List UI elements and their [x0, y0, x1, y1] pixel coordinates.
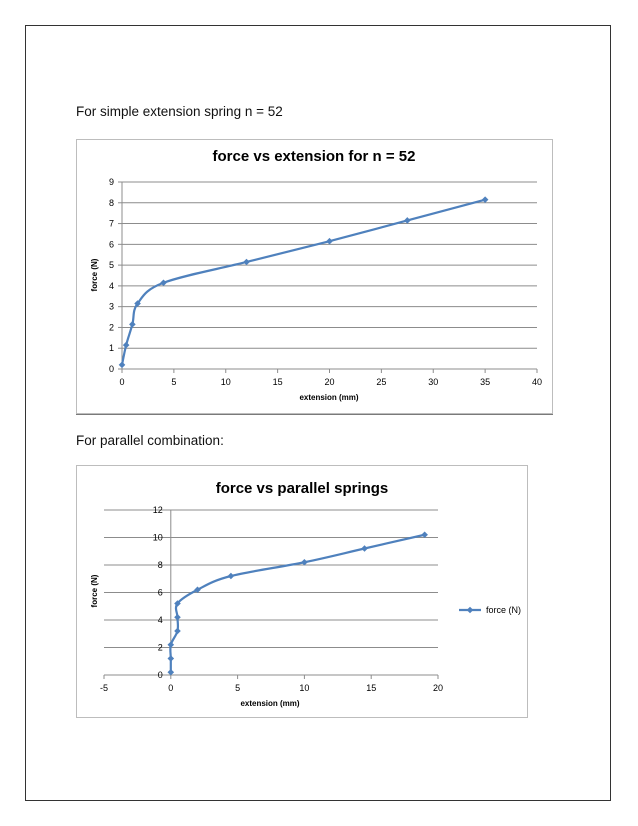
data-point: [228, 573, 235, 580]
chart-simple-spring-svg: [77, 140, 554, 415]
y-tick-label: 0: [157, 670, 163, 680]
y-tick-label: 8: [157, 560, 163, 570]
x-axis-label: extension (mm): [299, 393, 359, 402]
data-point: [174, 628, 181, 635]
chart-simple-spring: [76, 139, 553, 414]
y-tick-label: 4: [157, 615, 163, 625]
data-point: [119, 362, 126, 369]
x-tick-label: -5: [99, 683, 109, 693]
x-tick-label: 10: [299, 683, 310, 693]
x-tick-label: 35: [480, 377, 491, 387]
y-axis-label: force (N): [90, 574, 99, 608]
x-tick-label: 10: [220, 377, 231, 387]
y-tick-label: 6: [108, 239, 114, 250]
data-point: [129, 321, 136, 328]
legend-entry: force (N): [486, 605, 522, 615]
series-line: [122, 200, 485, 365]
x-tick-label: 30: [428, 377, 439, 387]
x-tick-label: 15: [366, 683, 377, 693]
series-line: [170, 535, 424, 673]
x-tick-label: 40: [531, 377, 543, 387]
x-axis-label: extension (mm): [240, 699, 300, 708]
y-tick-label: 8: [108, 197, 114, 208]
data-point: [404, 217, 411, 224]
caption-simple-spring: For simple extension spring n = 52: [76, 104, 283, 119]
data-point: [168, 655, 175, 662]
caption-parallel: For parallel combination:: [76, 433, 224, 448]
data-point: [361, 545, 368, 552]
y-tick-label: 5: [108, 260, 114, 271]
y-axis-label: force (N): [90, 258, 99, 292]
x-tick-label: 5: [235, 683, 241, 693]
y-tick-label: 7: [108, 218, 114, 229]
y-tick-label: 0: [108, 364, 114, 374]
divider-line: [76, 414, 553, 415]
chart-parallel-springs-svg: [77, 466, 529, 719]
y-tick-label: 12: [152, 505, 163, 515]
y-tick-label: 2: [157, 642, 163, 653]
y-tick-label: 1: [108, 343, 114, 354]
x-tick-label: 0: [168, 683, 174, 693]
chart-title: force vs extension for n = 52: [212, 148, 416, 165]
y-tick-label: 9: [108, 177, 114, 187]
y-tick-label: 10: [152, 532, 163, 543]
legend-marker: [467, 607, 474, 614]
chart-title: force vs parallel springs: [215, 480, 389, 497]
chart-parallel-springs: [76, 465, 528, 718]
y-tick-label: 3: [108, 301, 114, 312]
x-tick-label: 25: [376, 377, 387, 387]
data-point: [326, 238, 333, 245]
data-point: [243, 259, 250, 266]
x-tick-label: 20: [432, 683, 444, 693]
data-point: [482, 196, 489, 203]
x-tick-label: 5: [171, 377, 177, 387]
x-tick-label: 20: [324, 377, 335, 387]
data-point: [160, 279, 167, 286]
x-tick-label: 15: [272, 377, 283, 387]
x-tick-label: 0: [119, 377, 125, 387]
y-tick-label: 2: [108, 322, 114, 333]
y-tick-label: 4: [108, 280, 114, 291]
data-point: [123, 342, 130, 349]
y-tick-label: 6: [157, 587, 163, 598]
